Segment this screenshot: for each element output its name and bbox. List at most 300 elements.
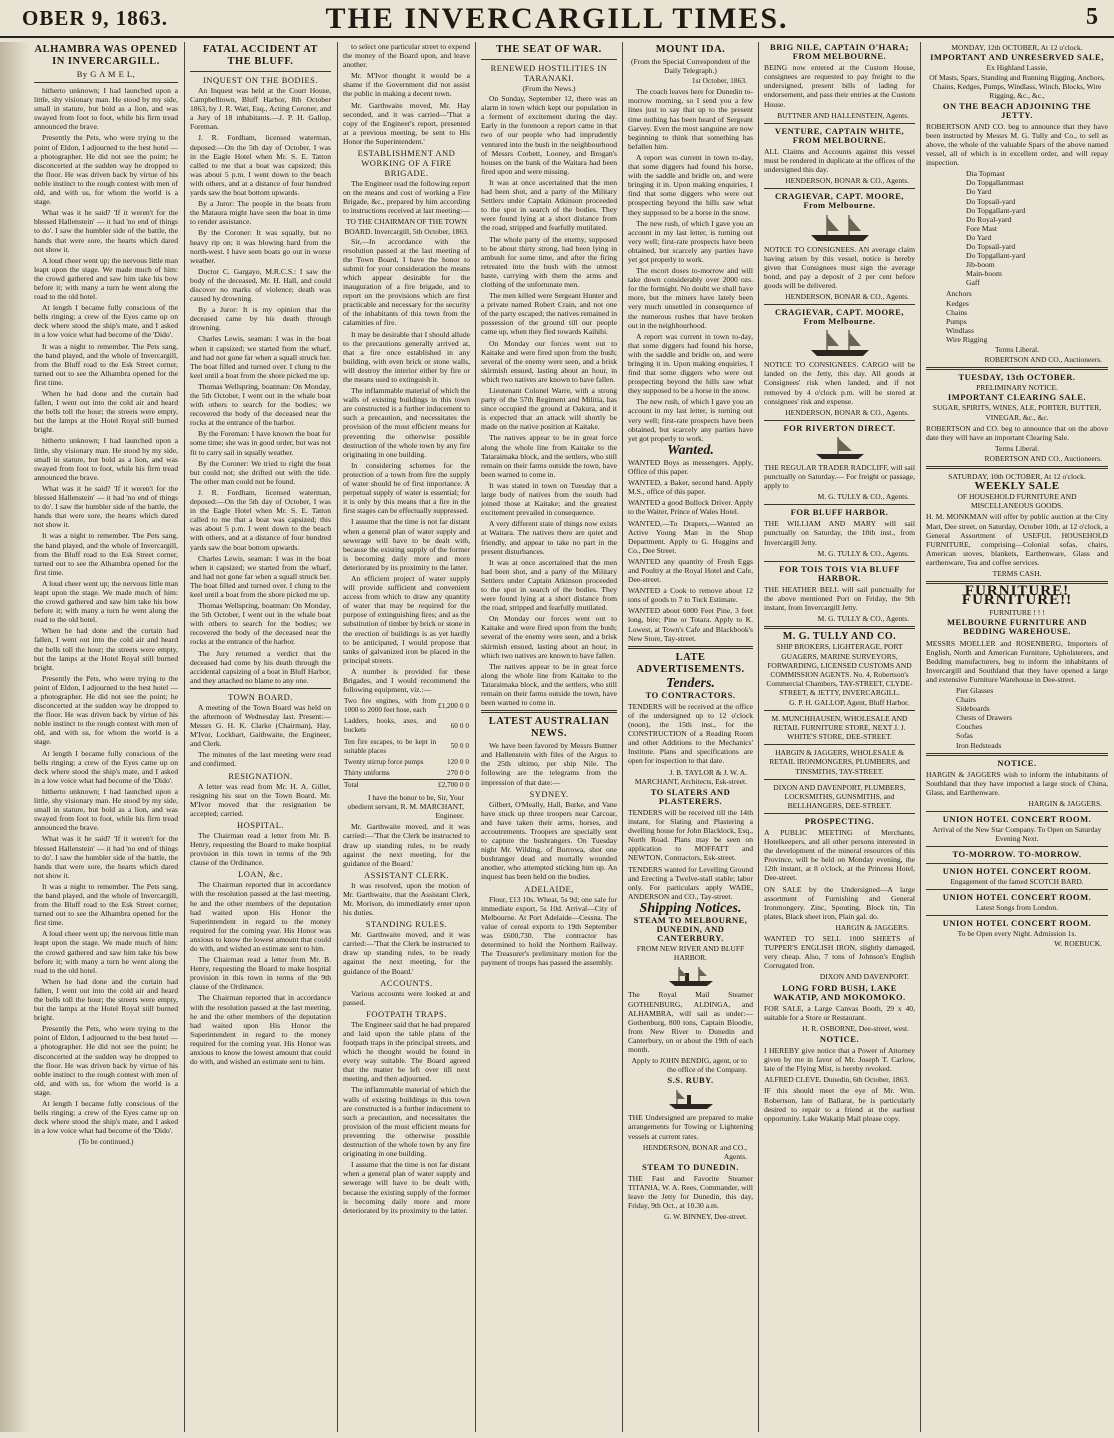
item-shillings: 0 [459, 768, 464, 777]
article-paragraph: The inflammable material of which the walls of existing buildings in this town are constructed is a further inducement to such a precaution, and necessitates the provision of the most efficient means for preventing the otherwise possible destruction of the whole town by any fire originating in one building. [343, 1085, 470, 1159]
auction-date: SATURDAY, 10th OCTOBER, At 12 o'clock. [948, 472, 1086, 482]
divider [764, 420, 915, 421]
article-paragraph: to select one particular street to expend the money of the Board upon, and leave another. [343, 42, 470, 70]
ad-title: UNION HOTEL CONCERT ROOM. [942, 814, 1092, 825]
article-paragraph: What was it he said? 'If it weren't for the blessed Hallenstein' — it had 'no end of things to do'. I saw the humbler side of the battle, the hands that were sore, the hearts which dared not show it. [34, 834, 178, 880]
column-rule [475, 42, 476, 1432]
divider [764, 304, 915, 305]
article-paragraph: Charles Lewis, seaman: I was in the boat when it capsized; we started from the wharf, and had not gone far when a squall struck her. The boat filled and turned over. I clung to the keel until a boat from the shore picked me up. [190, 334, 331, 380]
signature: Apply to JOHN BENDIG, agent, or to the office of the Company. [631, 1056, 747, 1075]
article-paragraph: A very different state of things now exists at Waitara. The natives there are quiet and friendly, and appear to take no part in the present disturbances. [481, 519, 617, 556]
article-paragraph: hitherto unknown; I had launched upon a little, shy visionary man. He stood by my side, small in stature, but bold as a lion, and was swayed from foot to foot, while his firm tread announced the brave. [34, 436, 178, 482]
section-heading: STANDING RULES. [365, 919, 448, 930]
article-paragraph: By the Coroner: We tried to right the boat but could not; she drifted out with the tide. The other man could not be found. [190, 458, 331, 486]
list-item: Dia Topmast [966, 169, 1005, 179]
shipping-ad: THE Undersigned are prepared to make arrangements for Towing or Lightening vessels at current rates. [628, 1113, 753, 1141]
article-paragraph: Various accounts were looked at and passed. [343, 988, 470, 1007]
list-item: Sideboards [956, 704, 990, 714]
article-paragraph: It was a night to remember. The Pets sang, the band played, and the whole of Invercargill, from the Bluff road to the Esk Street corner, turned out to see the Alhambra opened for the first time. [34, 341, 178, 387]
business-ad: SHIP BROKERS, LIGHTERAGE, PORT GUAGERS, MARINE SURVEYORS, FORWARDING, LICENSED CUSTOMS AND COMMISSION AGENTS. No. 4, Robertson's Commercial Chambers, TAY-STREET, CLYDE-STREET, & JETTY, INVERCARGILL. [766, 642, 913, 697]
shipping-ad: THE REGULAR TRADER RADCLIFF, will sail punctually on Saturday.— For freight or passage, apply to [764, 462, 915, 491]
list-item: Sofas [956, 731, 973, 741]
article-paragraph: The Chairman reported that in accordance with the resolution passed at the last meeting, he and the other members of the deputation had waited upon His Honor the Superintendent in regard to the money required for the coming year. His Honor was anxious to know the lowest amount that could do with, and wished an estimate sent to him. [190, 880, 331, 953]
section-heading: TOWN BOARD. [228, 691, 293, 702]
article-paragraph: Mr. M'Ivor thought it would be a shame if the Government did not assist the public in making a decent town. [343, 71, 470, 99]
article-paragraph: Gilbert, O'Meally, Hall, Burke, and Vane have stuck up three troopers near Carcoar, and have taken their arms, horses, and accoutrements. Troopers are specially sent to capture the bushrangers. On Tuesday night Mr. Wilding, of Burrowa, shot one bushranger dead and mortally wounded another, who attempted sticking him up. An inquest has been held on the bodies. [481, 799, 617, 882]
ad-title: TO-MORROW. TO-MORROW. [952, 849, 1082, 860]
article-paragraph: Sir,—In accordance with the resolution passed at the last meeting of the Town Board, I have the honor to submit for your consideration the means which appear desirable for the inauguration of a fire brigade, and to report on the provisions which are first practicable and necessary for the security of the inhabitants of this town from the calamities of fire. [343, 236, 470, 328]
steamship-icon [665, 964, 717, 988]
source-note: (From the News.) [522, 84, 576, 93]
source-note: (From the Special Correspondent of the Daily Telegraph.) [631, 57, 750, 76]
article-paragraph: By the Coroner: It was squally, but no heavy rip on; it was blowing hard from the north-west. I have seen boats go out in worse weather. [190, 228, 331, 265]
section-heading: ADELAIDE, [524, 883, 574, 894]
column-1 [34, 42, 178, 1432]
equipment-list [926, 289, 1108, 344]
section-heading: RESIGNATION. [228, 770, 293, 781]
sailing-ship-icon [810, 435, 870, 461]
column-6 [764, 42, 915, 1432]
sailing-ship-icon [805, 213, 875, 243]
item-pence: 0 [465, 768, 469, 777]
article-paragraph: At length I became fully conscious of the bells ringing; a crew of the Eyes came up on deck where stood the ship's mate, and I asked in a low voice what had become of the 'Dido'. [34, 748, 178, 785]
article-paragraph: By a Juror: It is my opinion that the deceased came by his death through drowning. [190, 305, 331, 333]
classified-ad: WANTED a good Bullock Driver. Apply to the Waiter, Prince of Wales Hotel. [628, 498, 753, 517]
ad-title: STEAM TO DUNEDIN. [642, 1161, 739, 1172]
article-paragraph: A loud cheer went up; the nervous little man leapt upon the stage. We made much of him: the crowd gathered and saw him take his bow before it; with many a turn he went along the road to the old hotel. [34, 929, 178, 975]
notice-ad: IF this should meet the eye of Mr. Wm. Robertson, late of Ballarat, he is particularly desired to repair to a friend at the earliest opportunity. Lake Wakatip Mail please copy. [764, 1086, 915, 1123]
auction-ad: ROBERTSON and CO. beg to announce that on the above date they will have an important Clearing Sale. [926, 423, 1108, 442]
tenders-heading: Tenders. [666, 675, 715, 691]
column-7 [926, 42, 1108, 1432]
terms: TERMS CASH. [992, 568, 1042, 578]
shipping-ad: ALL Claims and Accounts against this vessel must be rendered in duplicate at the offices of the undersigned this day. [764, 146, 915, 175]
list-item: Do Yard [966, 232, 992, 242]
article-headline: MOUNT IDA. [655, 44, 726, 55]
table-row [343, 757, 470, 768]
item-label: Thirty uniforms [344, 768, 390, 777]
item-pounds: 60 [450, 721, 458, 730]
article-paragraph: On Monday our forces went out to Kaitake and were fired upon from the bush; several of the enemy were seen, and a brisk skirmish ensued, lasting about an hour, in which two natives are known to have fallen. [481, 614, 617, 660]
article-headline: FATAL ACCIDENT AT THE BLUFF. [203, 44, 318, 67]
divider [764, 744, 915, 745]
article-paragraph: When he had done and the curtain had fallen, I went out into the cold air and heard the bells toll the hour; the streets were empty, but the lamps at the Hotel Royal still burned bright. [34, 389, 178, 435]
item-label: Total [344, 780, 359, 789]
notice-ad: HARGIN & JAGGERS wish to inform the inhabitants of Southland that they have imported a large stock of China, Glass, and Earthenware. [926, 769, 1108, 797]
divider [481, 710, 617, 713]
shipping-heading: Shipping Notices. [639, 900, 742, 916]
item-pounds: 120 [447, 757, 458, 766]
signature: I have the honor to be, Sir, Your obedient servant, R. M. MARCHANT, Engineer. [347, 793, 464, 821]
ad-title: BRIG NILE, CAPTAIN O'HARA; FROM MELBOURNE. [770, 42, 909, 62]
list-item: Do Topgallant-yard [966, 251, 1026, 261]
shipping-ad: THE HEATHER BELL will sail punctually for the above mentioned Port on Friday, the 9th instant, from Invercargill Jetty. [764, 584, 915, 613]
list-item: Windlass [946, 325, 974, 335]
sale-ad: FOR SALE, a Large Canvas Booth, 29 x 40, suitable for a Store or Restaurant. [764, 1003, 915, 1022]
ad-title: FOR TOIS TOIS VIA BLUFF HARBOR. [779, 563, 900, 583]
item-pounds: £1,200 [438, 701, 458, 710]
signature: M. G. TULLY & CO., Agents. [817, 614, 909, 624]
article-paragraph: It was stated in town on Tuesday that a large body of natives from the south had joined those at Kaitake; and the greatest excitement prevailed in consequence. [481, 480, 617, 518]
article-paragraph: An efficient project of water supply will provide sufficient and convenient access from which to draw any quantity of water that may be required for the purpose of extinguishing fires; and as the substitution of timber by brick or stone in the erection of buildings is as yet hardly to be anticipated, I would propose that tanks of galvanized iron be placed in the principal streets. [343, 573, 470, 665]
article-paragraph: The Chairman read a letter from Mr. B. Henry, requesting the Board to make hospital provision in this town in terms of the 9th clause of the Ordinance. [190, 830, 331, 868]
tender-ad: TENDERS will be received at the office of the undersigned up to 12 o'clock (noon), the 15th inst., for the CONSTRUCTION of a Reading Room and other Additions to the Mechanics' Institute. Plans and specifications are open for inspection to that date. [628, 701, 753, 766]
continued-note: (To be continued.) [78, 1137, 134, 1147]
article-paragraph: It was at once ascertained that the men had been shot, and a party of the Military Settlers under Captain Atkinson proceeded to the spot in search of the bodies. They were found lying at a short distance from the road, stripped and fearfully mutilated. [481, 557, 617, 613]
article-paragraph: Mr. Garthwaite moved, Mr. Hay seconded, and it was carried—'That a copy of the Engineer's report, presented at a previous meeting, be sent to His Honor the Superintendent.' [343, 100, 470, 146]
article-paragraph: When he had done and the curtain had fallen, I went out into the cold air and heard the bells toll the hour; the streets were empty, but the lamps at the Hotel Royal still burned bright. [34, 626, 178, 672]
article-paragraph: What was it he said? 'If it weren't for the blessed Hallenstein' — it had 'no end of things to do'. I saw the humbler side of the battle, the hands that were sore, the hearts which dared not show it. [34, 208, 178, 254]
section-heading: LATEST AUSTRALIAN NEWS. [488, 716, 610, 740]
article-paragraph: In considering schemes for the protection of a town from fire the supply of water should be of first importance. A perpetual supply of water is essential; for it is only by this means that a fire in the first stages can be effectually suppressed. [343, 460, 470, 516]
classified-ad: WANTED about 6000 Feet Pine, 3 feet long, bire; Pine or Totara. Apply to K. Lowest, at Town's Cafe and Blackbook's New Store, Tay-street. [628, 606, 753, 643]
article-paragraph: The natives appear to be in great force along the whole line from Kaitake to the Tataraimaka block, and the settlers, who still remain on their farms outside the town, have been warned to come in. [481, 661, 617, 708]
article-paragraph: The Jury returned a verdict that the deceased had come by his death through the accidental capsizing of a boat in Bluff Harbor, and they attached no blame to any one. [190, 648, 331, 685]
article-paragraph: The Engineer said that he had prepared and laid upon the table plans of the footpath traps in the principal streets, and which he thought would be found in every way suitable. The Board agreed that the matter be left over till next meeting, and then adjourned. [343, 1019, 470, 1084]
list-item: Wire Rigging [946, 334, 988, 344]
ad-title: IMPORTANT CLEARING SALE. [947, 392, 1087, 403]
item-shillings: 0 [459, 721, 464, 730]
divider [764, 779, 915, 780]
column-rule [920, 42, 921, 1432]
article-paragraph: Presently the Pets, who were trying to the point of Eldon, I adjourned to the best hotel — a photographer. He did not see the point; he disconcerted at the sudden way he dropped to the floor. He was driven back by virtue of his noble instinct to the rough contest with men of old, and with us, for whom the world is a stage. [34, 133, 178, 207]
column-2 [190, 42, 331, 1432]
article-paragraph: A report was current in town to-day, that some diggers had found his horse, with the saddle and bridle on, and were bringing it in. Upon making enquiries, I find that some diggers who were out prospecting beyond the hills saw what they supposed to be a horse in the snow. [628, 331, 753, 396]
signature: HARGIN & JAGGERS. [1028, 799, 1102, 809]
article-subhead: RENEWED HOSTILITIES IN TARANAKI. [490, 63, 608, 83]
item-pounds: 270 [447, 768, 458, 777]
article-paragraph: The men killed were Sergeant Hunter and a private named Robert Crain, and not one of the party escaped; the natives remained in possession of the ground till our people came up, when they fled towards Kaihihi. [481, 291, 617, 337]
article-paragraph: An Inquest was held at the Court House, Campbelltown, Bluff Harbor, 8th October 1863, by J. R. Watt, Esq., Acting Coroner, and a Jury of 18 inhabitants.—J. P. H. Gallop, Foreman. [190, 86, 331, 132]
ad-title: ON THE BEACH ADJOINING THE JETTY. [942, 100, 1092, 120]
byline: By G A M E L, [76, 69, 136, 79]
section-heading: HOSPITAL. [236, 819, 285, 830]
ad-title: TO CONTRACTORS. [645, 689, 736, 700]
article-paragraph: J. R. Fordham, licensed waterman, deposed:—On the 5th day of October, I was in the Eagle Hotel when Mr. S. E. Tatton called to me that a boat was capsized; this was about 5 p.m. I went down to the beach with others, and at a distance of four hundred yards saw the boat bottom upwards. [190, 487, 331, 552]
ad-body: Arrival of the New Star Company. To Open on Saturday Evening Next. [932, 825, 1102, 844]
article-paragraph: Flour, £13 10s. Wheat, 5s 9d; one sale for immediate export, 5s 10d. Arrival—City of Melbourne. At Port Adelaide—Cessna. The value of cereal exports to 19th September was £600,730. The contractor has determined to hold the Northern Railway. The Treasurer's preliminary motion for the payment of troops has passed the assembly. [481, 894, 617, 968]
article-paragraph: Doctor C. Gargayo, M.R.C.S.: I saw the body of the deceased, Mr. H. Hall, and could discover no marks of violence; death was caused by drowning. [190, 266, 331, 304]
section-heading: ASSISTANT CLERK. [363, 869, 450, 880]
list-item: Do Topgallant-yard [966, 205, 1026, 215]
divider [764, 504, 915, 505]
signature: HARGIN & JAGGERS. [835, 922, 909, 932]
article-paragraph: Presently the Pets, who were trying to the point of Eldon, I adjourned to the best hotel — a photographer. He did not see the point; he disconcerted at the sudden way he dropped to the floor. He was driven back by virtue of his noble instinct to the rough contest with men of old, and with us, for whom the world is a stage. [34, 1024, 178, 1097]
list-item: Main-boom [966, 269, 1002, 279]
terms: Terms Liberal. [994, 345, 1040, 354]
list-item: Chairs [956, 695, 976, 705]
masthead [0, 0, 1114, 38]
section-heading: FOOTPATH TRAPS. [366, 1008, 447, 1019]
list-item: Gaff [966, 278, 980, 288]
list-item: Pier Glasses [956, 686, 994, 695]
ad-title: NOTICE. [997, 757, 1037, 768]
article-paragraph: It was at once ascertained that the men had been shot, and a party of the Military Settlers under Captain Atkinson proceeded to the spot in search of the bodies. They were found lying at a short distance from the road, stripped and fearfully mutilated. [481, 177, 617, 233]
ad-subtitle: OF HOUSEHOLD FURNITURE AND MISCELLANEOUS GOODS. [957, 492, 1077, 511]
list-item: Jib-boom [966, 260, 995, 270]
list-item: Kedges [946, 298, 969, 308]
ad-title: TUESDAY, 13th OCTOBER. [958, 372, 1076, 383]
sale-ad: ON SALE by the Undersigned—A large assortment of Furnishing and General Ironmongery. Zinc, Spouting, Block tin, Tin plates, Black sheet iron, Plain gal. do. [764, 884, 915, 921]
article-paragraph: J. R. Fordham, licensed waterman, deposed:—On the 5th day of October, I was in the Eagle Hotel when Mr. S. E. Tatton called to me that a boat was capsized; this was about 5 p.m. I went down to the beach with others, and at a distance of four hundred yards saw the boat bottom upwards. [190, 133, 331, 198]
ad-title: WEEKLY SALE [974, 480, 1060, 493]
business-ad: HARGIN & JAGGERS, WHOLESALE & RETAIL IRONMONGERS, PLUMBERS, and TINSMITHS, TAY-STREET. [769, 748, 910, 776]
ad-body: Engagement of the famed SCOTCH BARD. [950, 876, 1084, 886]
shipping-ad: BEING now entered at the Custom House, consignees are requested to pay freight to the undersigned, present bills of lading for endorsement, and pass their entries at the Custom House. [764, 63, 915, 109]
table-row [343, 768, 470, 780]
tender-ad: TENDERS wanted for Levelling Ground and Erecting a Twelve-stall stable; labor only. For particulars apply WADE, ANDERSON and CO., Tay-street. [628, 864, 753, 901]
article-paragraph: On Sunday, September 12, there was an alarm in town which kept our population in a ferment of excitement during the day. Early in the forenoon a report came in that two of our people who had imprudently ventured into the bush in the neighbourhood of Messrs Corbett, Looney, and Brogan's houses on the bank of the Waitara had been fired upon and were missing. [481, 94, 617, 176]
signature: ROBERTSON AND CO., Auctioneers. [984, 355, 1102, 365]
item-pounds: 50 [450, 742, 458, 751]
notice-ad: I HEREBY give notice that a Power of Attorney given by me in favor of Mr. Joseph T. Carlow, late of the Flying Mist, is hereby revoked. [764, 1046, 915, 1074]
item-pounds: £2,700 [438, 780, 458, 789]
article-paragraph: At length I became fully conscious of the bells ringing; a crew of the Eyes came up on deck where stood the ship's mate, and I asked in a low voice what had become of the 'Dido'. [34, 1099, 178, 1136]
divider [481, 59, 617, 60]
divider [926, 753, 1108, 756]
section-heading: SYDNEY. [529, 788, 569, 799]
table-row [343, 696, 470, 716]
signature: W. ROEBUCK. [1054, 939, 1102, 949]
shipping-ad: NOTICE TO CONSIGNEES. CARGO will be landed on the Jetty, this day. All goods at Consignees' risk when landed, and if not removed by 4 o'clock p.m. will be stored at consignees' risk and expense. [764, 360, 915, 406]
article-paragraph: Thomas Wellspring, boatman: On Monday, the 5th October, I went out in the whale boat with others to search for the bodies; we recovered the body of the deceased near the rocks at the entrance of the harbor. [190, 601, 331, 647]
article-paragraph: It was a night to remember. The Pets sang, the band played, and the whole of Invercargill, from the Bluff road to the Esk Street corner, turned out to see the Alhambra opened for the first time. [34, 531, 178, 577]
divider [926, 863, 1108, 864]
issue-date: OBER 9, 1863. [22, 6, 169, 30]
article-paragraph: We have been favored by Messrs Buttner and Hallenstein with files of the Argus to the 25th ultimo, per ship Nile. The following are the telegrams from the impression of that date:— [481, 741, 617, 787]
article-paragraph: Mr. Garthwaite moved, and it was carried:—'That the Clerk be instructed to draw up standing rules, to be ready against the next meeting, for the guidance of the Board.' [343, 930, 470, 976]
divider [190, 71, 331, 72]
signature: HENDERSON, BONAR & CO., Agents. [785, 176, 909, 186]
table-row [343, 716, 470, 736]
item-pence: 0 [465, 757, 469, 766]
divider [926, 889, 1108, 890]
classified-ad: WANTED,—To Drapers,—Wanted an Active Young Man in the Shop Department. Apply to G. Huggins and Co., Dee Street. [628, 518, 753, 555]
section-heading: LATE ADVERTISEMENTS. [636, 651, 745, 675]
signature: DIXON AND DAVENPORT. [819, 972, 909, 982]
divider [34, 82, 178, 83]
binding-shadow [0, 42, 30, 1432]
article-paragraph: A loud cheer went up; the nervous little man leapt upon the stage. We made much of him: the crowd gathered and saw him take his bow before it; with many a turn he went along the road to the old hotel. [34, 255, 178, 302]
list-item: Do Topsail-yard [966, 241, 1016, 251]
item-shillings: 0 [459, 701, 464, 710]
article-paragraph: The inflammable material of which the walls of existing buildings in this town are constructed is a further inducement to such a precaution, and necessitates the provision of the most efficient means for preventing the otherwise possible destruction of the whole town by any fire originating in one building. [343, 386, 470, 459]
furniture-list [926, 686, 1108, 750]
article-paragraph: Charles Lewis, seaman: I was in the boat when it capsized; we started from the wharf, and had not gone far when a squall struck her. The boat filled and turned over. I clung to the keel until a boat from the shore picked me up. [190, 553, 331, 599]
sailing-ship-icon [805, 328, 875, 358]
section-heading: ACCOUNTS. [380, 977, 433, 988]
article-paragraph: It may be desirable that I should allude to the precautions generally arrived at, that a fire once established in any building, with even brick or stone walls, will destroy the interior either by fire or the means used to extinguish it. [343, 329, 470, 384]
ad-title: VENTURE, CAPTAIN WHITE, FROM MELBOURNE. [774, 125, 905, 145]
business-ad: DIXON AND DAVENPORT, PLUMBERS, LOCKSMITHS, GUNSMITHS, and BELLHANGERS, DEE-STREET. [773, 782, 906, 810]
article-paragraph: At length I became fully conscious of the bells ringing; a crew of the Eyes came up on deck where stood the ship's mate, and I asked in a low voice what had become of the 'Dido'. [34, 303, 178, 340]
article-paragraph: The Engineer read the following report on the means and cost of working a Fire Brigade, &c., prepared by him according to instructions received at last meeting:— [343, 179, 470, 216]
article-paragraph: Presently the Pets, who were trying to the point of Eldon, I adjourned to the best hotel — a photographer. He did not see the point; he disconcerted at the sudden way he dropped to the floor. He was driven back by virtue of his noble instinct to the rough contest with men of old, and with us, for whom the world is a stage. [34, 673, 178, 747]
divider [764, 123, 915, 124]
notice-ad: A PUBLIC MEETING of Merchants, Hotelkeepers, and all other persons interested in the development of the mineral resources of this Province, will be held on Monday evening, the 12th instant, at 8 o'clock, at the Princess Hotel, Dee-street. [764, 828, 915, 883]
article-paragraph: The escort doses to-morrow and will take down considerably over 2000 ozs. for the fortnight. No doubt we shall have more, but the miners have lately been very much unsettled in consequence of the numerous rushes that have broken out in the neighbourhood. [628, 266, 753, 330]
article-paragraph: It was resolved, upon the motion of Mr. Garthwaite, that the Assistant Clerk, Mr. Morison, do immediately enter upon his duties. [343, 880, 470, 918]
list-item: Chests of Drawers [956, 713, 1013, 723]
tender-ad: TENDERS will be received till the 14th instant, for Slating and Plastering a dwelling house for John Blacklock, Esq., North Road. Plans may be seen on application to MOFFATT and NEWTON, Contractors, Esk-street. [628, 807, 753, 863]
article-paragraph: Lieutenant Colonel Warre, with a strong party of the 57th Regiment and Militia, has since occupied the ground at Oakura, and it is expected that an attack will shortly be made on the native position at Kaitake. [481, 386, 617, 432]
ad-subtitle: FURNITURE ! ! ! [989, 608, 1045, 618]
list-item: Iron Bedsteads [956, 740, 1002, 750]
item-label: Two fire engines, with from 1000 to 2000 feet hose, each [344, 697, 437, 715]
column-rule [622, 42, 623, 1432]
article-paragraph: I assume that the time is not far distant when a general plan of water supply and sewerage will have to be dealt with, because the existing supply of the former is becoming daily more and more deteriorated by its proximity to the latter. [343, 1160, 470, 1215]
item-pence: 0 [465, 742, 469, 751]
dateline: 1st October, 1863. [691, 76, 747, 86]
article-paragraph: A letter was read from Mr. H. A. Gillet, resigning his seat on the Town Board. Mr. M'Ivor moved that the resignation be accepted; carried. [190, 781, 331, 818]
auction-ad: H. M. MONKMAN will offer by public auction at the City Mart, Dee street, on Saturday, October 10th, at 12 o'clock, a General Assortment of USEFUL HOUSEHOLD FURNITURE, comprising—Colonial sofas, chairs, American stoves, blankets, Earthenware, Glass and earthenware, Tea and coffee services. [926, 512, 1108, 567]
equipment-table [343, 696, 470, 791]
signature: ALFRED CLEVE. Dunedin, 6th October, 1863. [764, 1075, 909, 1085]
divider [764, 710, 915, 711]
divider [764, 188, 915, 189]
article-subhead: INQUEST ON THE BODIES. [202, 75, 319, 85]
divider [764, 626, 915, 629]
signature: G. W. BINNEY, Dee-street. [664, 1212, 747, 1222]
article-paragraph: A meeting of the Town Board was held on the afternoon of Wednesday last. Present:—Messrs G. H. K. Clarke (Chairman), Hay, M'Ivor, Lockhart, Gaithwaite, the Engineer, and Clerk. [190, 702, 331, 749]
sale-ad: WANTED TO SELL 1000 SHEETS of TUPPER'S ENGLISH IRON, slightly damaged, very cheap. Also, 7 tons of Johnson's English Corrugated Iron. [764, 934, 915, 971]
divider [926, 811, 1108, 812]
article-paragraph: Mr. Garthwaite moved, and it was carried:—'That the Clerk be instructed to draw up standing rules, to be ready against the next meeting, for the guidance of the Board.' [343, 822, 470, 868]
auction-ad: ROBERTSON AND CO. beg to announce that they have been instructed by Messrs M. G. Tully and Co., to sell as above, the whole of the valuable Spars of the above named vessel, all of which is in excellent order, and will repay inspection. [926, 121, 1108, 168]
signature: M. G. TULLY & CO., Agents. [817, 548, 909, 558]
article-paragraph: The new rush, of which I gave you an account in my last letter, is turning out very well; first-rate prospects have been obtained, but scarcely any parties have yet got properly to work. [628, 218, 753, 264]
shipping-ad: NOTICE TO CONSIGNEES. AN average claim having arisen by this vessel, notice is hereby given that Consignees must sign the average bond, and pay a deposit of 2 per cent before goods will be delivered. [764, 244, 915, 290]
divider [628, 646, 753, 649]
column-rule [758, 42, 759, 1432]
ad-headline: FURNITURE! FURNITURE!! [961, 583, 1073, 609]
ad-subtitle: Ex Highland Lassie, [986, 63, 1048, 73]
article-paragraph: hitherto unknown; I had launched upon a little, shy visionary man. He stood by my side, small in stature, but bold as a lion, and was swayed from foot to foot, while his firm tread announced the brave. [34, 786, 178, 833]
ad-title: PROSPECTING. [804, 815, 875, 826]
article-paragraph: I assume that the time is not far distant when a general plan of water supply and sewerage will have to be dealt with, because the existing supply of the former is becoming daily more and more deteriorated by its proximity to the latter. [343, 517, 470, 572]
item-label: Ten fire escapes, to be kept in suitable places [344, 737, 437, 755]
article-headline: ALHAMBRA WAS OPENED IN INVERCARGILL. [34, 44, 178, 67]
list-item: Do Topgallantmast [966, 178, 1024, 188]
signature: HENDERSON, BONAR & CO., Agents. [785, 407, 909, 417]
divider [764, 813, 915, 814]
item-pence: 0 [465, 780, 469, 789]
classified-ad: WANTED any quantity of Fresh Eggs and Poultry at the Royal Hotel and Cafe, Dee-street. [628, 556, 753, 585]
ad-subtitle: PRELIMINARY NOTICE. [976, 383, 1058, 393]
article-paragraph: A loud cheer went up; the nervous little man leapt upon the stage. We made much of him: the crowd gathered and saw him take his bow before it; with many a turn he went along the road to the old hotel. [34, 578, 178, 625]
ad-title: UNION HOTEL CONCERT ROOM. [942, 865, 1092, 876]
ad-subtitle: Of Masts, Spars, Standing and Running Rigging, Anchors, Chains, Kedges, Pumps, Windlass, Winch, Blocks, Wire Rigging, &c., &c., [929, 73, 1105, 101]
list-item: Do Royal-yard [966, 214, 1012, 224]
ad-title: UNION HOTEL CONCERT ROOM. [942, 891, 1092, 902]
divider [926, 466, 1108, 469]
column-3 [343, 42, 470, 1432]
ad-title: STEAM TO MELBOURNE, DUNEDIN, AND CANTERBURY. [633, 914, 748, 944]
ad-subtitle: SUGAR, SPIRITS, WINES, ALE, PORTER, BUTTER, VINEGAR, &c., &c. [932, 403, 1102, 422]
ad-title: LONG FORD BUSH, LAKE WAKATIP, AND MOKOMOKO. [773, 982, 906, 1002]
item-shillings: 0 [459, 757, 464, 766]
divider [190, 688, 331, 689]
article-paragraph: The minutes of the last meeting were read and confirmed. [190, 750, 331, 769]
ad-title: UNION HOTEL CONCERT ROOM. [942, 917, 1092, 928]
list-item: Couches [956, 722, 983, 732]
article-paragraph: hitherto unknown; I had launched upon a little, shy visionary man. He stood by my side, small in stature, but bold as a lion, and was swayed from foot to foot, while his firm tread announced the brave. [34, 86, 178, 132]
column-4 [481, 42, 617, 1432]
article-paragraph: By a Juror: The people in the boats from the Mataura might have seen the boat in time to render assistance. [190, 199, 331, 227]
signature: ROBERTSON AND CO., Auctioneers. [984, 453, 1102, 463]
classified-ad: WANTED a Cook to remove about 12 tons of goods to 7 to Tuck Estimate. [628, 586, 753, 605]
article-paragraph: The natives appear to be in great force along the whole line from Kaitake to the Tataraimaka block, and the settlers, who still remain on their farms outside the town, have been warned to come in. [481, 433, 617, 479]
article-paragraph: Thomas Wellspring, boatman: On Monday, the 5th October, I went out in the whale boat with others to search for the bodies; we recovered the body of the deceased near the rocks at the entrance of the harbor. [190, 381, 331, 428]
ad-title: CRAGIEVAR, CAPT. MOORE, From Melbourne. [774, 307, 904, 327]
list-item: Chains [946, 307, 968, 317]
wanted-heading: Wanted. [667, 442, 714, 458]
list-item: Pumps [946, 316, 967, 326]
classified-ad: WANTED, a Baker, second hand. Apply M.S., office of this paper. [628, 478, 753, 497]
item-pence: 0 [465, 701, 469, 710]
furniture-ad: MESSRS MOELLER and ROSENBERG, Importers of English, North and American Furniture, Upholsterers, and Bedding manufacturers, beg to inform the inhabitants of Invercargill and Southland that they have opened a large and extensive Furniture Warehouse in Dee-street. [926, 638, 1108, 684]
article-paragraph: The Chairman reported that in accordance with the resolution passed at the last meeting, he and the other members of the deputation had waited upon His Honor the Superintendent in regard to the money required for the coming year. His Honor was anxious to know the lowest amount that could do with, and wished an estimate sent to him. [190, 993, 331, 1067]
ad-title: CRAGIEVAR, CAPT. MOORE, From Melbourne. [774, 191, 904, 211]
article-paragraph: The Chairman read a letter from Mr. B. Henry, requesting the Board to make hospital provision in this town in terms of the 9th clause of the Ordinance. [190, 955, 331, 992]
article-paragraph: A report was current in town to-day, that some diggers had found his horse, with the saddle and bridle on, and were bringing it in. Upon making enquiries, I find that some diggers who were out prospecting beyond the hills saw what they supposed to be a horse in the snow. [628, 152, 753, 217]
article-paragraph: By the Foreman: I have known the boat for some time; she was in good order, but was not fit to carry sail in squally weather. [190, 429, 331, 457]
article-paragraph: It was a night to remember. The Pets sang, the band played, and the whole of Invercargill, from the Bluff road to the Esk Street corner, turned out to see the Alhambra opened for the first time. [34, 881, 178, 928]
signature: H. R. OSBORNE, Dee-street, west. [802, 1023, 909, 1033]
table-row [343, 737, 470, 757]
ad-subtitle: FROM NEW RIVER AND BLUFF HARBOR. [636, 944, 745, 963]
signature: G. P. H. GALLOP, Agent, Bluff Harbor. [789, 697, 909, 707]
item-shillings: 0 [459, 780, 464, 789]
shipping-ad: THE WILLIAM AND MARY will sail punctually on Saturday, the 10th inst., from Invercargill Jetty. [764, 519, 915, 547]
ad-title: FOR BLUFF HARBOR. [790, 507, 889, 518]
signature: M. G. TULLY & CO., Agents. [817, 492, 909, 502]
item-shillings: 0 [459, 742, 464, 751]
signature: J. B. TAYLOR & J. W. A. MARCHANT, Architects, Esk-street. [634, 767, 747, 786]
article-paragraph: The new rush, of which I gave you an account in my last letter, is turning out very well; first-rate prospects have been obtained, but scarcely any parties have yet got properly to work. [628, 397, 753, 443]
item-label: Twenty stirrup force pumps [344, 757, 424, 766]
ad-title: M. G. TULLY AND CO. [782, 631, 897, 643]
letter-address: TO THE CHAIRMAN OF THE TOWN BOARD. Invercargill, 5th October, 1863. [344, 217, 469, 236]
page-number: 5 [1086, 4, 1098, 30]
ad-title: S.S. RUBY. [667, 1075, 714, 1086]
spar-list [926, 169, 1108, 287]
column-rule [184, 42, 185, 1432]
section-heading: LOAN, &c. [238, 869, 283, 880]
article-paragraph: The whole party of the enemy, supposed to be about thirty strong, had been lying in ambush for some time, and after the firing retreated into the bush with the utmost haste, carrying with them the arms and clothing of the unfortunate men. [481, 234, 617, 289]
list-item: Fore Mast [966, 223, 998, 233]
business-ad: M. MUNCHHAUSEN, WHOLESALE AND RETAIL FURNITURE STORE, NEXT J. J. WHITE'S STORE, DEE-STREET. [771, 714, 908, 742]
ad-title: NOTICE. [819, 1033, 860, 1044]
ad-body: To be Open every Night. Admission 1s. [957, 928, 1077, 938]
list-item: Anchors [946, 289, 972, 299]
column-5 [628, 42, 753, 1432]
divider [926, 367, 1108, 370]
item-pence: 0 [465, 721, 469, 730]
divider [926, 915, 1108, 916]
column-rule [337, 42, 338, 1432]
ad-body: Latest Songs from London. [975, 902, 1059, 912]
signature: HENDERSON, BONAR & CO., Agents. [785, 291, 909, 301]
list-item: Do Topsail-yard [966, 196, 1016, 206]
divider [764, 561, 915, 562]
article-paragraph: On Monday our forces went out to Kaitake and were fired upon from the bush; several of the enemy were seen, and a brisk skirmish ensued, lasting about an hour, in which two natives are known to have fallen. [481, 338, 617, 384]
article-paragraph: A number is provided for these Brigades, and I would recommend the following equipment, viz.:— [343, 666, 470, 695]
article-paragraph: The coach leaves here for Dunedin to-morrow morning, so I send you a few lines just to say that up to the present time nothing has been heard of Sergeant Garvey. Even the most sanguine are now beginning to think that something has befallen him. [628, 87, 753, 151]
shipping-ad: THE Fast and Favorite Steamer TITANIA, W. A. Rees, Commander, will leave the Jetty for Dunedin, this day, Friday, 9th Oct., at 10.30 a.m. [628, 1173, 753, 1211]
steamship-icon [665, 1087, 717, 1111]
shipping-ad: The Royal Mail Steamer GOTHENBURG, ALDINGA, and ALHAMBRA, will sail as under:—Gothenburg, 800 tons, Captain Bloodie, from New River to Dunedin and Canterbury, on or about the 19th of each month. [628, 990, 753, 1054]
